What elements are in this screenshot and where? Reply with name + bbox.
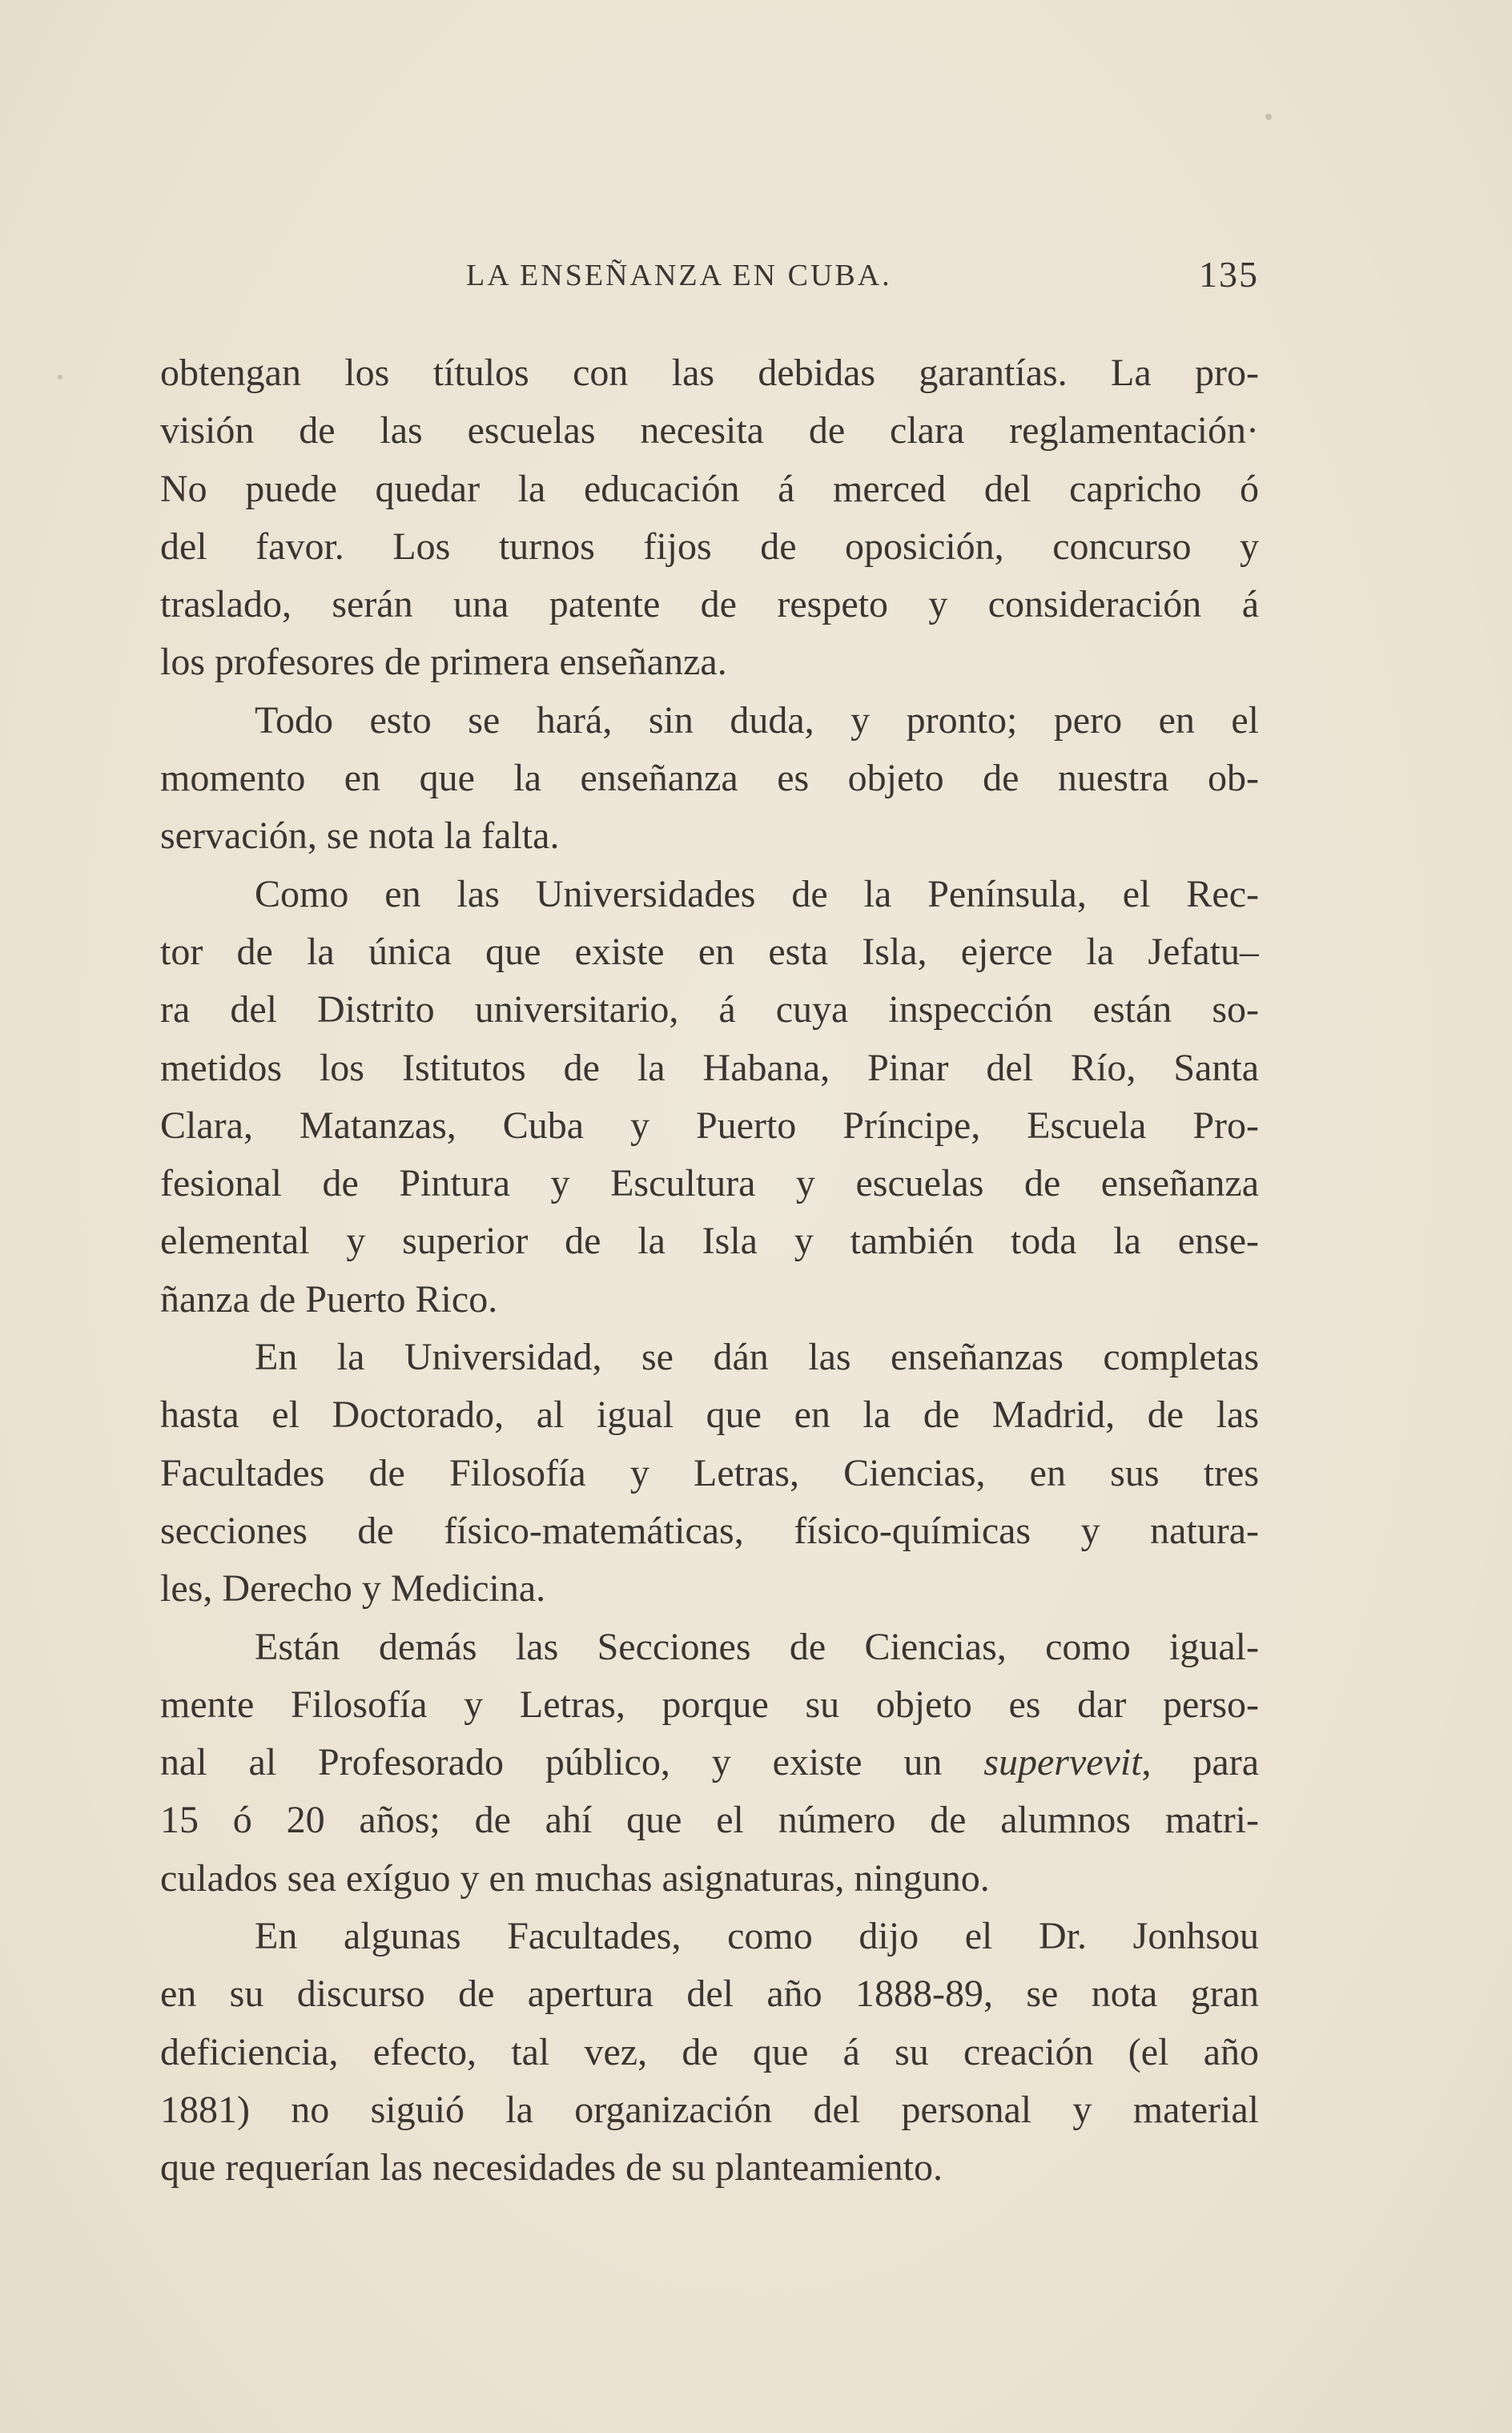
text-line: deficiencia, efecto, tal vez, de que á su creación (el año	[160, 2030, 1259, 2073]
text-line: les, Derecho y Medicina.	[160, 1567, 546, 1611]
text-line: culados sea exíguo y en muchas asignaturas, ninguno.	[160, 1856, 990, 1900]
text-line: en su discurso de apertura del año 1888-89, se nota gran	[160, 1973, 1259, 2016]
text-line: ra del Distrito universitario, á cuya inspección están so-	[160, 988, 1259, 1032]
text-line: Están demás las Secciones de Ciencias, como igual-	[255, 1625, 1259, 1668]
text-line: Todo esto se hará, sin duda, y pronto; pero en el	[255, 698, 1259, 742]
text-line: elemental y superior de la Isla y también toda la ense-	[160, 1220, 1259, 1263]
italic-term: supervevit	[983, 1741, 1142, 1784]
text-line: servación, se nota la falta.	[160, 814, 560, 858]
text-line: Como en las Universidades de la Península, el Rec-	[255, 872, 1259, 915]
text-line: 15 ó 20 años; de ahí que el número de alumnos matri-	[160, 1799, 1259, 1842]
text-line: metidos los Istitutos de la Habana, Pinar del Río, Santa	[160, 1046, 1259, 1089]
paper-speck	[58, 375, 62, 380]
text-line: traslado, serán una patente de respeto y consideración á	[160, 583, 1259, 626]
text-line: secciones de físico-matemáticas, físico-químicas y natura-	[160, 1509, 1259, 1552]
text-line: fesional de Pintura y Escultura y escuelas de enseñanza	[160, 1162, 1259, 1205]
body-text	[160, 344, 1259, 2198]
text-line: nal al Profesorado público, y existe un supervevit, para	[160, 1741, 1259, 1784]
text-line: En algunas Facultades, como dijo el Dr. Jonhsou	[255, 1915, 1259, 1958]
text-line: En la Universidad, se dán las enseñanzas completas	[255, 1336, 1259, 1379]
text-line: que requerían las necesidades de su planteamiento.	[160, 2146, 943, 2190]
text-line: No puede quedar la educación á merced del capricho ó	[160, 467, 1259, 510]
text-line: Facultades de Filosofía y Letras, Ciencias, en sus tres	[160, 1451, 1259, 1494]
text-line: Clara, Matanzas, Cuba y Puerto Príncipe, Escuela Pro-	[160, 1104, 1259, 1147]
text-line: hasta el Doctorado, al igual que en la de Madrid, de las	[160, 1393, 1259, 1437]
text-line: ñanza de Puerto Rico.	[160, 1277, 498, 1321]
text-line: momento en que la enseñanza es objeto de nuestra ob-	[160, 757, 1259, 800]
text-line: del favor. Los turnos fijos de oposición, concurso y	[160, 525, 1259, 568]
text-line: obtengan los títulos con las debidas garantías. La pro-	[160, 352, 1259, 394]
running-title: LA ENSEÑANZA EN CUBA.	[466, 259, 892, 292]
page-number: 135	[1199, 254, 1259, 295]
text-line: tor de la única que existe en esta Isla, ejerce la Jefatu–	[160, 930, 1259, 973]
paper-speck	[1265, 114, 1272, 120]
page-header	[160, 254, 1259, 306]
text-line: 1881) no siguió la organización del personal y material	[160, 2088, 1259, 2131]
text-line: los profesores de primera enseñanza.	[160, 641, 727, 684]
text-line: mente Filosofía y Letras, porque su objeto es dar perso-	[160, 1683, 1259, 1726]
text-line: visión de las escuelas necesita de clara reglamentación·	[160, 409, 1259, 452]
